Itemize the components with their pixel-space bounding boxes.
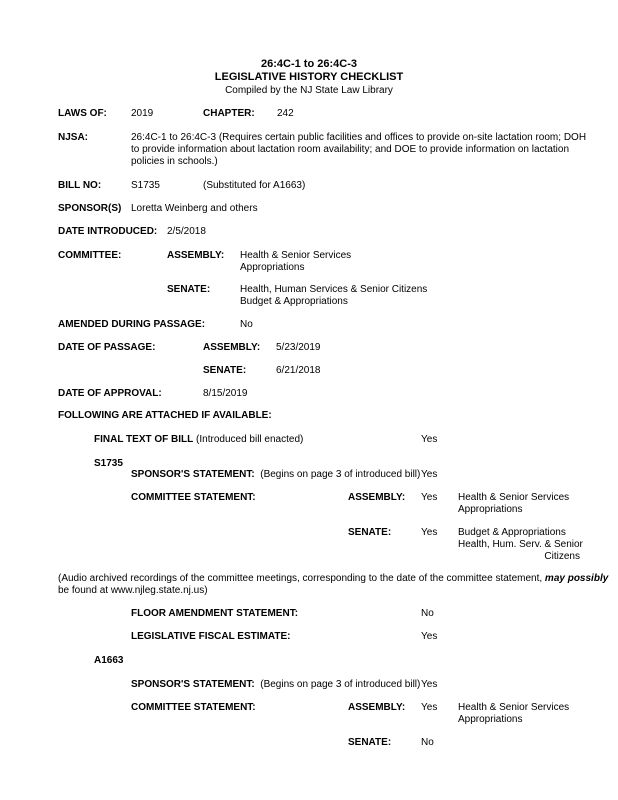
committee-statement-label: COMMITTEE STATEMENT: (131, 702, 256, 713)
bill-heading: S1735 (94, 458, 123, 469)
final-text-label: FINAL TEXT OF BILL (94, 434, 194, 445)
committee-statement-senate-committee: Budget & Appropriations (458, 527, 566, 538)
passage-label: DATE OF PASSAGE: (58, 342, 156, 353)
chapter-label: CHAPTER: (203, 108, 255, 119)
approval-label: DATE OF APPROVAL: (58, 388, 162, 399)
amended-label: AMENDED DURING PASSAGE: (58, 319, 206, 330)
bill-heading: A1663 (94, 655, 124, 666)
sponsor-statement-value: Yes (421, 469, 438, 480)
njsa-description: 26:4C-1 to 26:4C-3 (Requires certain public facilities and offices to provide on-site lactation room; DOH to provide information about lactation room availability; and DOE to provide information on lactation policies in schools.) (131, 132, 587, 167)
committee-assembly-item: Appropriations (240, 262, 305, 273)
committee-statement-assembly-value: Yes (421, 492, 438, 503)
sponsor-statement-note: (Begins on page 3 of introduced bill) (260, 469, 421, 480)
laws-of-value: 2019 (131, 108, 154, 119)
bill-no-label: BILL NO: (58, 180, 102, 191)
committee-statement-senate-committee: Health, Hum. Serv. & Senior (458, 539, 583, 550)
committee-statement-assembly-label: ASSEMBLY: (348, 492, 406, 503)
committee-label: COMMITTEE: (58, 250, 122, 261)
committee-statement-assembly-committee: Health & Senior Services (458, 492, 570, 503)
audio-note-text: (Audio archived recordings of the committee meetings, corresponding to the date of the committee statement, (58, 573, 543, 584)
laws-of-label: LAWS OF: (58, 108, 107, 119)
page-title: 26:4C-1 to 26:4C-3 (261, 58, 357, 70)
attached-heading: FOLLOWING ARE ATTACHED IF AVAILABLE: (58, 410, 272, 421)
final-text-row (94, 434, 303, 446)
sponsors-value: Loretta Weinberg and others (131, 203, 258, 214)
committee-assembly-label: ASSEMBLY: (167, 250, 225, 261)
amended-value: No (240, 319, 253, 330)
committee-statement-senate-label: SENATE: (348, 527, 392, 538)
committee-senate-item: Health, Human Services & Senior Citizens (240, 284, 428, 295)
audio-note-line2: be found at www.njleg.state.nj.us) (58, 585, 208, 596)
committee-statement-assembly-label: ASSEMBLY: (348, 702, 406, 713)
committee-statement-senate-label: SENATE: (348, 737, 392, 748)
sponsor-statement-label: SPONSOR'S STATEMENT: (131, 469, 255, 480)
floor-amendment-label: FLOOR AMENDMENT STATEMENT: (131, 608, 299, 619)
bill-no-value: S1735 (131, 180, 160, 191)
committee-statement-senate-committee: Citizens (544, 551, 580, 562)
sponsor-statement-row (131, 679, 420, 691)
committee-senate-item: Budget & Appropriations (240, 296, 348, 307)
fiscal-estimate-label: LEGISLATIVE FISCAL ESTIMATE: (131, 631, 291, 642)
date-introduced-label: DATE INTRODUCED: (58, 226, 158, 237)
page-subtitle: LEGISLATIVE HISTORY CHECKLIST (214, 71, 404, 83)
passage-senate-label: SENATE: (203, 365, 247, 376)
final-text-value: Yes (421, 434, 438, 445)
audio-note-line1 (58, 573, 608, 585)
compiled-by: Compiled by the NJ State Law Library (225, 85, 393, 96)
committee-statement-assembly-committee: Appropriations (458, 714, 523, 725)
committee-statement-senate-value: Yes (421, 527, 438, 538)
bill-no-note: (Substituted for A1663) (203, 180, 306, 191)
committee-statement-senate-value: No (421, 737, 434, 748)
committee-statement-assembly-committee: Appropriations (458, 504, 523, 515)
floor-amendment-value: No (421, 608, 434, 619)
passage-assembly-date: 5/23/2019 (276, 342, 321, 353)
committee-statement-assembly-committee: Health & Senior Services (458, 702, 570, 713)
sponsor-statement-label: SPONSOR'S STATEMENT: (131, 679, 255, 690)
sponsor-statement-value: Yes (421, 679, 438, 690)
approval-value: 8/15/2019 (203, 388, 248, 399)
final-text-note: (Introduced bill enacted) (196, 434, 304, 445)
audio-note-emphasis: may possibly (544, 573, 609, 584)
njsa-label: NJSA: (58, 132, 89, 143)
sponsor-statement-row (131, 469, 420, 481)
committee-assembly-item: Health & Senior Services (240, 250, 352, 261)
fiscal-estimate-value: Yes (421, 631, 438, 642)
sponsor-statement-note: (Begins on page 3 of introduced bill) (260, 679, 421, 690)
chapter-value: 242 (277, 108, 294, 119)
passage-assembly-label: ASSEMBLY: (203, 342, 261, 353)
date-introduced-value: 2/5/2018 (167, 226, 206, 237)
sponsors-label: SPONSOR(S) (58, 203, 122, 214)
committee-senate-label: SENATE: (167, 284, 211, 295)
committee-statement-label: COMMITTEE STATEMENT: (131, 492, 256, 503)
passage-senate-date: 6/21/2018 (276, 365, 321, 376)
committee-statement-assembly-value: Yes (421, 702, 438, 713)
